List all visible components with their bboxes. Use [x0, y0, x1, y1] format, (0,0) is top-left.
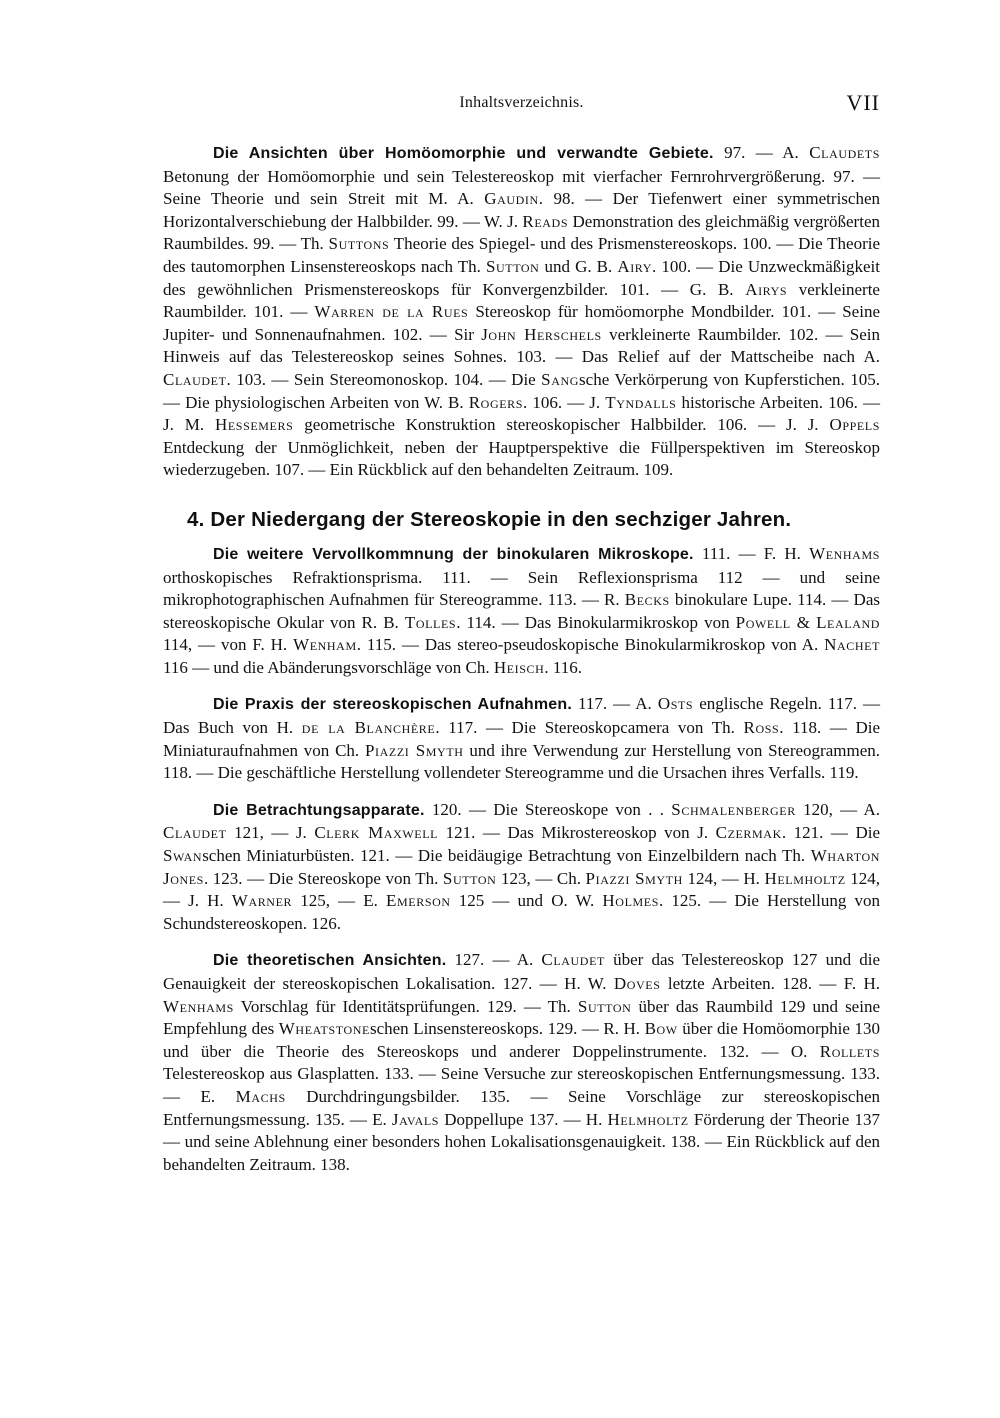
entry-text: sche Verkörperung von Kupferstichen. 105. — Die physiologischen Arbeiten von W. B.	[163, 369, 880, 412]
entry-text: . 115. — Das stereo-pseudoskopische Binokularmikroskop von A.	[356, 635, 825, 655]
entry-heading: Die weitere Vervollkommnung der binokularen Mikroskope.	[213, 545, 694, 563]
entry-text: schen Miniaturbüsten. 121. — Die beidäugige Betrachtung von Einzelbildern nach Th.	[202, 846, 811, 866]
author-name: Osts	[657, 694, 694, 714]
entry-text: Telestereoskop aus Glasplatten. 133. — Seine Versuche zur stereoskopischen Entfernungsmessung. 133. — E.	[163, 1064, 880, 1106]
entry-text: 121. — Das Mikrostereoskop von J.	[438, 823, 716, 843]
author-name: Bow	[644, 1019, 678, 1039]
author-name: Ross	[743, 718, 780, 738]
entry-text: 117. — A.	[572, 694, 658, 714]
author-name: Piazzi Smyth	[585, 868, 683, 888]
toc-entry	[163, 949, 880, 1176]
entry-text: geometrische Konstruktion stereoskopischer Halbbilder. 106. — J. J.	[293, 415, 830, 435]
author-name: Suttons	[328, 234, 390, 254]
entry-text: . 123. — Die Stereoskope von Th.	[203, 868, 443, 888]
entry-text: . 106. — J.	[523, 392, 606, 412]
author-name: Machs	[235, 1086, 286, 1106]
entry-text: . 116.	[544, 657, 582, 677]
entry-text: . 114. — Das Binokularmikroskop von	[456, 612, 736, 632]
entry-text: historische Arbeiten. 106. — J. M.	[163, 392, 880, 435]
author-name: Doves	[613, 974, 661, 993]
entry-text: 124, — H.	[682, 868, 765, 888]
entry-text: 121, — J.	[226, 823, 315, 843]
author-name: Sutton	[442, 868, 497, 888]
entry-text: Demonstration des gleichmäßig vergrößerten Raumbildes. 99. — Th.	[163, 211, 880, 254]
author-name: Schmalenberger	[671, 799, 796, 819]
author-name: Heisch	[493, 657, 545, 677]
page-number: VII	[846, 90, 880, 115]
entry-text: Vorschlag für Identitätsprüfungen. 129. — Th.	[233, 996, 578, 1016]
entry-text: Förderung der Theorie 137 — und seine Ablehnung einer besonders hohen Lokalisationsgenauigkeit. 138. — Ein Rückblick auf den behandelten Zeitraum. 138.	[163, 1109, 880, 1174]
entry-text: 125 — und O. W.	[450, 891, 603, 911]
running-header	[163, 90, 880, 120]
entry-text: über das Telestereoskop 127 und die Genauigkeit der stereoskopischen Lokalisation. 127. — H. W.	[163, 950, 881, 993]
entry-text: Betonung der Homöomorphie und sein Telestereoskop mit vierfacher Fernrohrvergrößerung. 97. — Seine Theorie und sein Streit mit M. A.	[163, 166, 880, 209]
entry-text: . 118. — Die Miniaturaufnahmen von Ch.	[163, 718, 881, 760]
author-name: Airys	[745, 279, 788, 299]
author-name: Sang	[541, 369, 580, 389]
entry-heading: Die Betrachtungsapparate.	[213, 801, 425, 819]
entry-text: verkleinerte Raumbilder. 102. — Sein Hinweis auf das Telestereoskop seines Sohnes. 103. — Das Relief auf der Mattscheibe nach A.	[163, 324, 881, 367]
author-name: Warren de la Rues	[314, 302, 469, 322]
entry-text: Durchdringungsbilder. 135. — Seine Vorschläge zur stereoskopischen Entfernungsmessung. 135. — E.	[163, 1086, 880, 1129]
entry-text: . 121. — Die	[781, 823, 881, 843]
author-name: Wenhams	[809, 543, 880, 563]
author-name: Holmes	[602, 891, 659, 911]
entry-text: Doppellupe 137. — H.	[439, 1109, 608, 1129]
header-title: Inhaltsverzeichnis.	[459, 94, 584, 111]
entry-text: über die Homöomorphie 130 und über die Theorie des Stereoskops und anderer Doppelinstrumente. 132. — O.	[163, 1019, 880, 1061]
author-name: Warner	[231, 891, 293, 911]
author-name: Lealand	[816, 612, 880, 632]
author-name: Claudet	[541, 950, 605, 970]
table-of-contents-body	[163, 142, 880, 1176]
entry-text: 97. — A.	[713, 143, 810, 162]
section-heading: 4. Der Niedergang der Stereoskopie in den sechziger Jahren.	[187, 507, 792, 531]
author-name: Rogers	[468, 392, 524, 412]
entry-text: 111. — F. H.	[693, 543, 810, 563]
author-name: Wheatstone	[278, 1019, 370, 1039]
author-name: Wharton Jones	[163, 846, 880, 888]
author-name: Tyndalls	[605, 392, 677, 412]
author-name: Javals	[391, 1109, 440, 1129]
toc-entry	[163, 543, 880, 680]
author-name: Swan	[163, 846, 203, 866]
entry-text: über das Raumbild 129 und seine Empfehlung des	[163, 996, 880, 1039]
author-name: de la Blanchère	[301, 718, 436, 738]
author-name: Clerk Maxwell	[314, 823, 439, 843]
entry-text: und G. B.	[539, 256, 618, 276]
entry-text: 123, — Ch.	[496, 868, 586, 888]
author-name: Oppels	[829, 415, 881, 435]
entry-text: . 117. — Die Stereoskopcamera von Th.	[435, 718, 744, 738]
entry-text: &	[790, 612, 817, 632]
entry-text: 127. — A.	[446, 950, 542, 970]
author-name: Claudet	[163, 369, 227, 389]
author-name: Powell	[735, 612, 791, 632]
entry-text: . 98. — Der Tiefenwert einer symmetrischen Horizontalverschiebung der Halbbilder. 99. — W. J.	[163, 189, 880, 231]
author-name: Sutton	[577, 996, 632, 1016]
entry-text: 114, — von F. H.	[163, 635, 294, 655]
author-name: Wenham	[293, 635, 357, 655]
entry-text: 125, — E.	[292, 891, 387, 911]
entry-heading: Die theoretischen Ansichten.	[213, 952, 447, 970]
entry-text: Theorie des Spiegel- und des Prismenstereoskops. 100. — Die Theorie des tautomorphen Linsenstereoskops nach Th.	[163, 234, 880, 276]
author-name: Reads	[522, 211, 569, 231]
entry-text: . 125. — Die Herstellung von Schundstereoskopen. 126.	[163, 891, 880, 933]
entry-text: Entdeckung der Unmöglichkeit, neben der Hauptperspektive die Füllperspektiven im Stereoskop wiederzugeben. 107. — Ein Rückblick auf den behandelten Zeitraum. 109.	[163, 437, 880, 480]
entry-text: letzte Arbeiten. 128. — F. H.	[660, 974, 880, 993]
entry-text: und ihre Verwendung zur Herstellung von Stereogrammen. 118. — Die geschäftliche Herstellung vollendeter Stereogramme und die Ursachen ihres Verfalls. 119.	[163, 740, 880, 783]
toc-entry	[163, 799, 880, 936]
author-name: John Herschels	[481, 324, 602, 344]
author-name: Sutton	[485, 256, 540, 276]
author-name: Wenhams	[163, 996, 234, 1016]
author-name: Nachet	[824, 635, 880, 655]
entry-text: verkleinerte Raumbilder. 101. —	[163, 279, 880, 322]
entry-text: Stereoskop für homöomorphe Mondbilder. 101. — Seine Jupiter- und Sonnenaufnahmen. 102. — Sir	[163, 302, 880, 344]
entry-text: . 103. — Sein Stereomonoskop. 104. — Die	[226, 369, 542, 389]
author-name: Becks	[624, 590, 670, 610]
entry-text: 124, — J. H.	[163, 868, 881, 911]
entry-heading: Die Praxis der stereoskopischen Aufnahmen.	[213, 696, 573, 714]
author-name: Helmholtz	[607, 1109, 689, 1129]
author-name: Helmholtz	[764, 868, 846, 888]
author-name: Piazzi Smyth	[364, 740, 464, 760]
toc-entry	[163, 693, 880, 784]
author-name: Emerson	[386, 891, 451, 911]
entry-text: . 100. — Die Unzweckmäßigkeit des gewöhnlichen Prismenstereoskops für Konvergenzbilder. 101. — G. B.	[163, 256, 881, 299]
entry-text: 116 — und die Abänderungsvorschläge von Ch.	[163, 657, 494, 677]
author-name: Hessemers	[215, 415, 294, 435]
entry-heading: Die Ansichten über Homöomorphie und verwandte Gebiete.	[213, 145, 714, 162]
toc-entry	[163, 142, 880, 482]
entry-text: 120. — Die Stereoskope von . .	[424, 799, 672, 819]
author-name: Rollets	[819, 1041, 880, 1061]
entry-text: binokulare Lupe. 114. — Das stereoskopische Okular von R. B.	[163, 590, 880, 632]
entry-text: schen Linsenstereoskops. 129. — R. H.	[369, 1019, 645, 1039]
entry-text: orthoskopisches Refraktionsprisma. 111. — Sein Reflexionsprisma 112 — und seine mikrophotographischen Aufnahmen für Stereogramme. 113. — R.	[163, 567, 880, 610]
author-name: Tolles	[404, 612, 457, 632]
author-name: Gaudin	[484, 189, 539, 209]
author-name: Claudets	[809, 143, 881, 162]
entry-text: englische Regeln. 117. — Das Buch von H.	[163, 694, 880, 738]
entry-text: 120, — A.	[795, 799, 880, 819]
author-name: Czermak	[715, 823, 782, 843]
author-name: Claudet	[163, 823, 227, 843]
author-name: Airy	[617, 256, 653, 276]
